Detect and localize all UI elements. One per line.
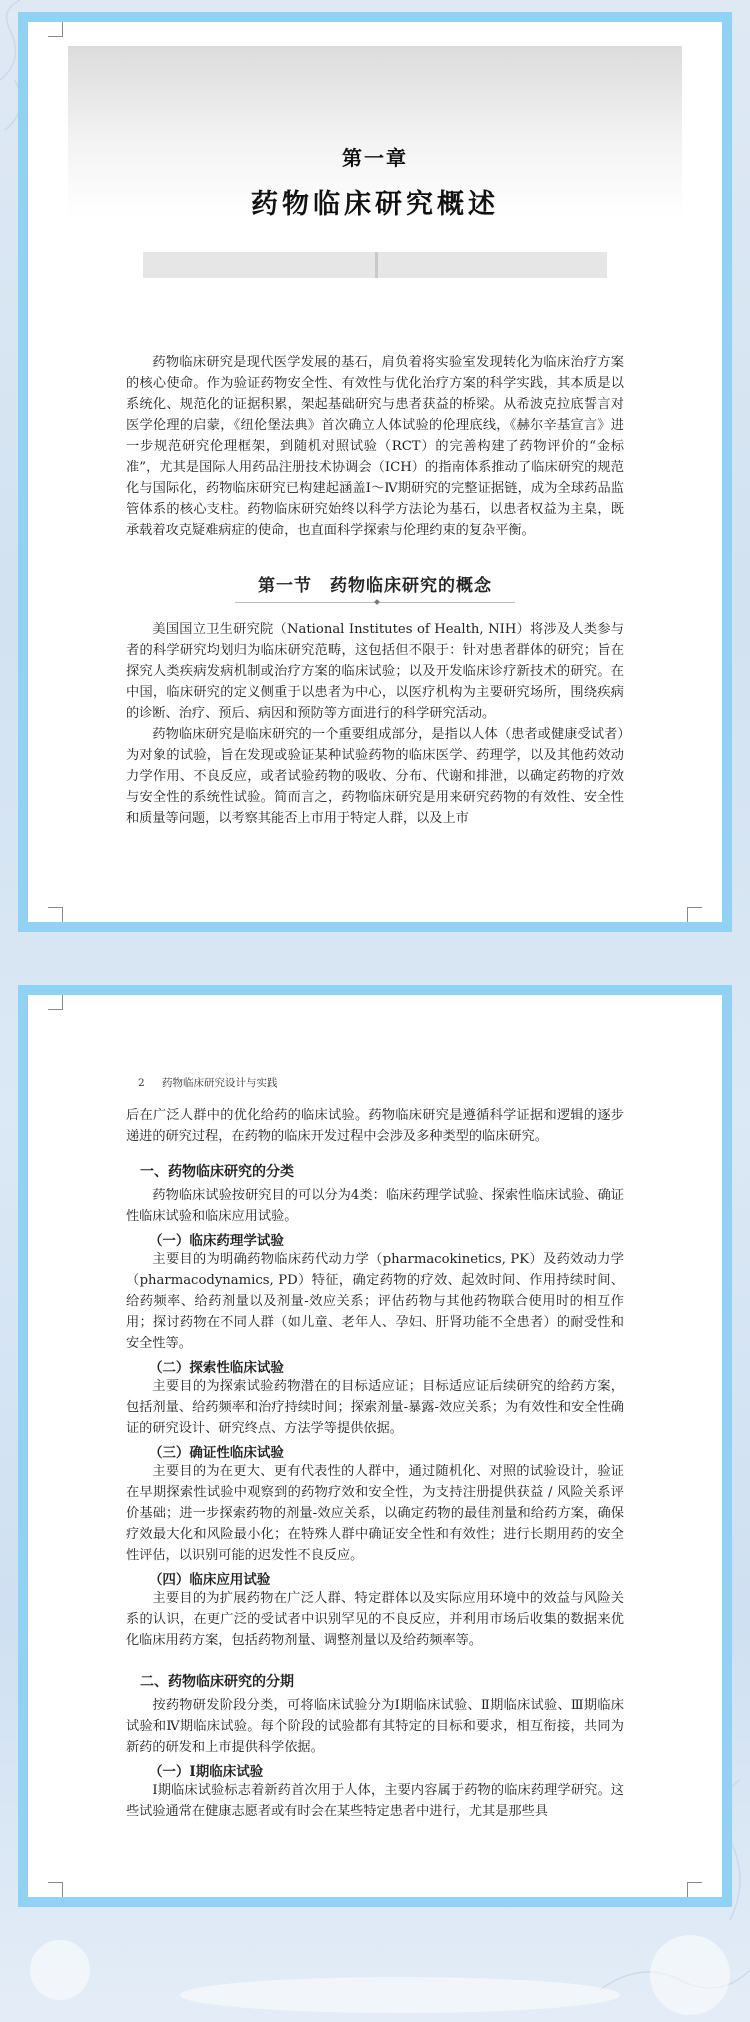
- page-2-body: [126, 1105, 624, 1822]
- section-rule-dot: [374, 599, 380, 605]
- heading-phases: 二、药物临床研究的分期: [140, 1674, 294, 1690]
- body-paragraph: 美国国立卫生研究院（National Institutes of Health, NIH）将涉及人类参与者的科学研究均划归为临床研究范畴，这包括但不限于：针对患者群体的研究；旨在探究人类疾病发病机制或治疗方案的临床试验；以及开发临床诊疗新技术的研究。在中国，临床研究的定义侧重于以患者为中心，以医疗机构为主要研究场所，围绕疾病的诊断、治疗、预后、病因和预防等方面进行的科学研究活动。: [126, 622, 624, 721]
- section-title: 第一节 药物临床研究的概念: [258, 576, 492, 596]
- subheading: （一）Ⅰ期临床试验: [148, 1764, 264, 1780]
- body-paragraph: 药物临床研究是临床研究的一个重要组成部分，是指以人体（患者或健康受试者）为对象的试验，旨在发现或验证某种试验药物的临床医学、药理学，以及其他药效动力学作用、不良反应，或者试验药物的吸收、分布、代谢和排泄，以确定药物的疗效与安全性的系统性试验。简而言之，药物临床研究是用来研究药物的有效性、安全性和质量等问题，以考察其能否上市用于特定人群，以及上市: [126, 727, 624, 826]
- body-paragraph: 主要目的为扩展药物在广泛人群、特定群体以及实际应用环境中的效益与风险关系的认识，在更广泛的受试者中识别罕见的不良反应，并利用市场后收集的数据来优化临床用药方案，包括药物剂量、调整剂量以及给药频率等。: [126, 1591, 624, 1648]
- crop-mark: [48, 907, 63, 922]
- chapter-intro-paragraph: 药物临床研究是现代医学发展的基石，肩负着将实验室发现转化为临床治疗方案的核心使命。作为验证药物安全性、有效性与优化治疗方案的科学实践，其本质是以系统化、规范化的证据积累，架起基础研究与患者获益的桥梁。从希波克拉底誓言对医学伦理的启蒙，《纽伦堡法典》首次确立人体试验的伦理底线，《赫尔辛基宣言》进一步规范研究伦理框架，到随机对照试验（RCT）的完善构建了药物评价的“金标准”，尤其是国际人用药品注册技术协调会（ICH）的指南体系推动了临床研究的规范化与国际化，药物临床研究已构建起涵盖Ⅰ～Ⅳ期研究的完整证据链，成为全球药品监管体系的核心支柱。药物临床研究始终以科学方法论为基石，以患者权益为主臬，既承载着攻克疑难病症的使命，也直面科学探索与伦理约束的复杂平衡。: [126, 355, 624, 538]
- running-head-title: 药物临床研究设计与实践: [162, 1077, 278, 1089]
- chapter-number: 第一章: [342, 146, 408, 170]
- section-rule: [235, 602, 515, 603]
- crop-mark: [48, 995, 63, 1010]
- page-2-frame: [18, 985, 732, 1907]
- page-number: 2: [138, 1077, 145, 1089]
- body-paragraph: 主要目的为探索试验药物潜在的目标适应证；目标适应证后续研究的给药方案，包括剂量、给药频率和治疗持续时间；探索剂量-暴露-效应关系；为有效性和安全性确证的研究设计、研究终点、方法学等提供依据。: [126, 1379, 624, 1436]
- chapter-bar-notch: [375, 252, 378, 278]
- body-paragraph: Ⅰ期临床试验标志着新药首次用于人体，主要内容属于药物的临床药理学研究。这些试验通常在健康志愿者或有时会在某些特定患者中进行，尤其是那些具: [126, 1783, 624, 1819]
- crop-mark: [687, 1882, 702, 1897]
- continued-paragraph: 后在广泛人群中的优化给药的临床试验。药物临床研究是遵循科学证据和逻辑的逐步递进的研究过程，在药物的临床开发过程中会涉及多种类型的临床研究。: [126, 1108, 624, 1144]
- page-1-body: [126, 352, 624, 829]
- heading-classification: 一、药物临床研究的分类: [140, 1164, 294, 1180]
- body-paragraph: 药物临床试验按研究目的可以分为4类：临床药理学试验、探索性临床试验、确证性临床试验和临床应用试验。: [126, 1188, 624, 1224]
- subheading: （二）探索性临床试验: [148, 1360, 284, 1376]
- crop-mark: [687, 907, 702, 922]
- page-2: [28, 995, 722, 1897]
- subheading: （一）临床药理学试验: [148, 1233, 284, 1249]
- chapter-title: 药物临床研究概述: [251, 189, 499, 220]
- page-1-frame: [18, 12, 732, 932]
- crop-mark: [48, 22, 63, 37]
- crop-mark: [48, 1882, 63, 1897]
- page-1: [28, 22, 722, 922]
- body-paragraph: 按药物研发阶段分类，可将临床试验分为Ⅰ期临床试验、Ⅱ期临床试验、Ⅲ期临床试验和Ⅳ期临床试验。每个阶段的试验都有其特定的目标和要求，相互衔接，共同为新药的研发和上市提供科学依据。: [126, 1698, 624, 1755]
- subheading: （四）临床应用试验: [148, 1572, 271, 1588]
- running-header: [138, 1075, 278, 1090]
- body-paragraph: 主要目的为在更大、更有代表性的人群中，通过随机化、对照的试验设计，验证在早期探索性试验中观察到的药物疗效和安全性，为支持注册提供获益 / 风险关系评价基础；进一步探索药物的剂量-效应关系，以确定药物的最佳剂量和给药方案，确保疗效最大化和风险最小化；在特殊人群中确证安全性和有效性；进行长期用药的安全性评估，以识别可能的迟发性不良反应。: [126, 1464, 624, 1563]
- chapter-title-bar: [143, 252, 607, 278]
- subheading: （三）确证性临床试验: [148, 1445, 284, 1461]
- body-paragraph: 主要目的为明确药物临床药代动力学（pharmacokinetics, PK）及药效动力学（pharmacodynamics, PD）特征，确定药物的疗效、起效时间、作用持续时间、给药频率、给药剂量以及剂量-效应关系；评估药物与其他药物联合使用时的相互作用；探讨药物在不同人群（如儿童、老年人、孕妇、肝肾功能不全患者）的耐受性和安全性等。: [126, 1252, 624, 1351]
